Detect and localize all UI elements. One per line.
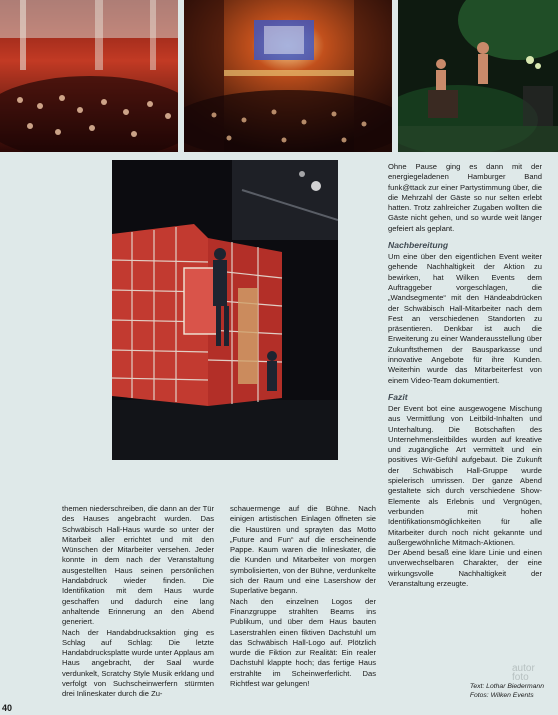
credit-text: Text: Lothar Biedermann <box>469 683 544 690</box>
watermark-autor-foto: autor foto <box>512 663 535 683</box>
section-heading-nachbereitung: Nachbereitung <box>388 240 449 251</box>
photo-top-left <box>0 0 178 152</box>
article-paragraph: schauermenge auf die Bühne. Nach einigen artistischen Einlagen öffneten sie die Haustüren und sprayten das Motto „Future and Fun“ auf die erscheinende Pappe. Kaum waren die Inlineskater, die die Kunden und Mitarbeiter von morgen symbolisierten, von der Bühne, verdunkelte sich der Raum und eine Lasershow der Superlative begann. <box>230 504 376 596</box>
photo-top-right <box>398 0 558 152</box>
credits <box>470 682 544 700</box>
article-column-2 <box>230 504 376 689</box>
page-number: 40 <box>2 703 13 713</box>
article-paragraph: Nach den einzelnen Logos der Finanzgruppe strahlten Beams ins Publikum, und über dem Haus bauten Laserstrahlen einen fiktiven Dachstuhl um das Schwäbisch Hall-Logo auf. Plötzlich wurde die Fiktion zur Realität: Ein realer Dachstuhl klappte hoch; das fertige Haus erstrahlte im Scheinwerferlicht. Das Richtfest war gelungen! <box>230 596 376 689</box>
article-paragraph: Um eine über den eigentlichen Event weiter gehende Nachhaltigkeit der Aktion zu bewirken, hat Wilken Events dem Auftraggeber vorgeschlagen, die „Wandsegmente“ mit den Händeabdrücken der Schwäbisch Hall-Mitarbeiter nach dem Fest an verschiedenen Standorten zu präsentieren. Denkbar ist auch die Erweiterung zu einer Wanderausstellung über Zukunftsthemen der Bausparkasse und innovative Angebote für ihre Kunden. Weiterhin wurde das Mitarbeiterfest von einem Video-Team dokumentiert. <box>388 252 542 385</box>
photo-top-middle <box>184 0 392 152</box>
article-column-1 <box>62 504 214 700</box>
article-paragraph: Der Abend besaß eine klare Linie und einen unverwechselbaren Charakter, der eine wirkungsvolle Nachhaltigkeit der Veranstaltung erzeugte. <box>388 548 542 588</box>
article-paragraph: Der Event bot eine ausgewogene Mischung aus Vermittlung von Leitbild-Inhalten und Unterhaltung. Die Botschaften des Unternehmensleitbildes wurden auf kreative und zugängliche Art vermittelt und ein positives Wir-Gefühl aufgebaut. Die Zukunft der Schwäbisch Hall-Gruppe wurde spielerisch umrissen. Der ganze Abend gestaltete sich durch verschiedene Show-Elemente als Erlebnis und Vergnügen, verbunden mit hohen Identifikationsmöglichkeiten für alle Mitarbeiter durch noch nicht gekannte und außergewöhnliche Mitmach-Aktionen. <box>388 403 542 547</box>
article-paragraph: Nach der Handabdrucksaktion ging es Schlag auf Schlag: Die letzte Handabdrucksplatte wurde unter Applaus am Haus angebracht, der Saal wurde verdunkelt, Scratchy Style Musik erklang und verfolgt von Suchscheinwerfern stürmten drei Inlineskater durch die Zu- <box>62 627 214 699</box>
article-paragraph: themen niederschreiben, die dann an der Tür des Hauses angebracht wurden. Das Schwäbisch Hall-Haus wurde so unter der Mitarbeit aller errichtet und mit den Wünschen der Mitarbeiter versehen. Jeder konnte in dem nach der Veranstaltung ausgestellten Haus seinen persönlichen Handabdruck wieder finden. Die Identifikation mit dem Haus wurde geschaffen und dadurch eine lang anhaltende Erinnerung an den Abend generiert. <box>62 504 214 627</box>
article-column-3 <box>388 162 542 589</box>
photo-main <box>112 160 338 460</box>
article-paragraph: Ohne Pause ging es dann mit der energiegeladenen Hamburger Band funk@ttack zur einer Partystimmung über, die die Mehrzahl der Gäste so nur selten erlebt hatten. Trotz zahlreicher Zugaben wollten die Gäste nicht gehen, und so wurde weit länger gefeiert als geplant. <box>388 162 542 233</box>
section-heading-fazit: Fazit <box>388 391 408 402</box>
credit-photos: Fotos: Wilken Events <box>469 692 534 699</box>
